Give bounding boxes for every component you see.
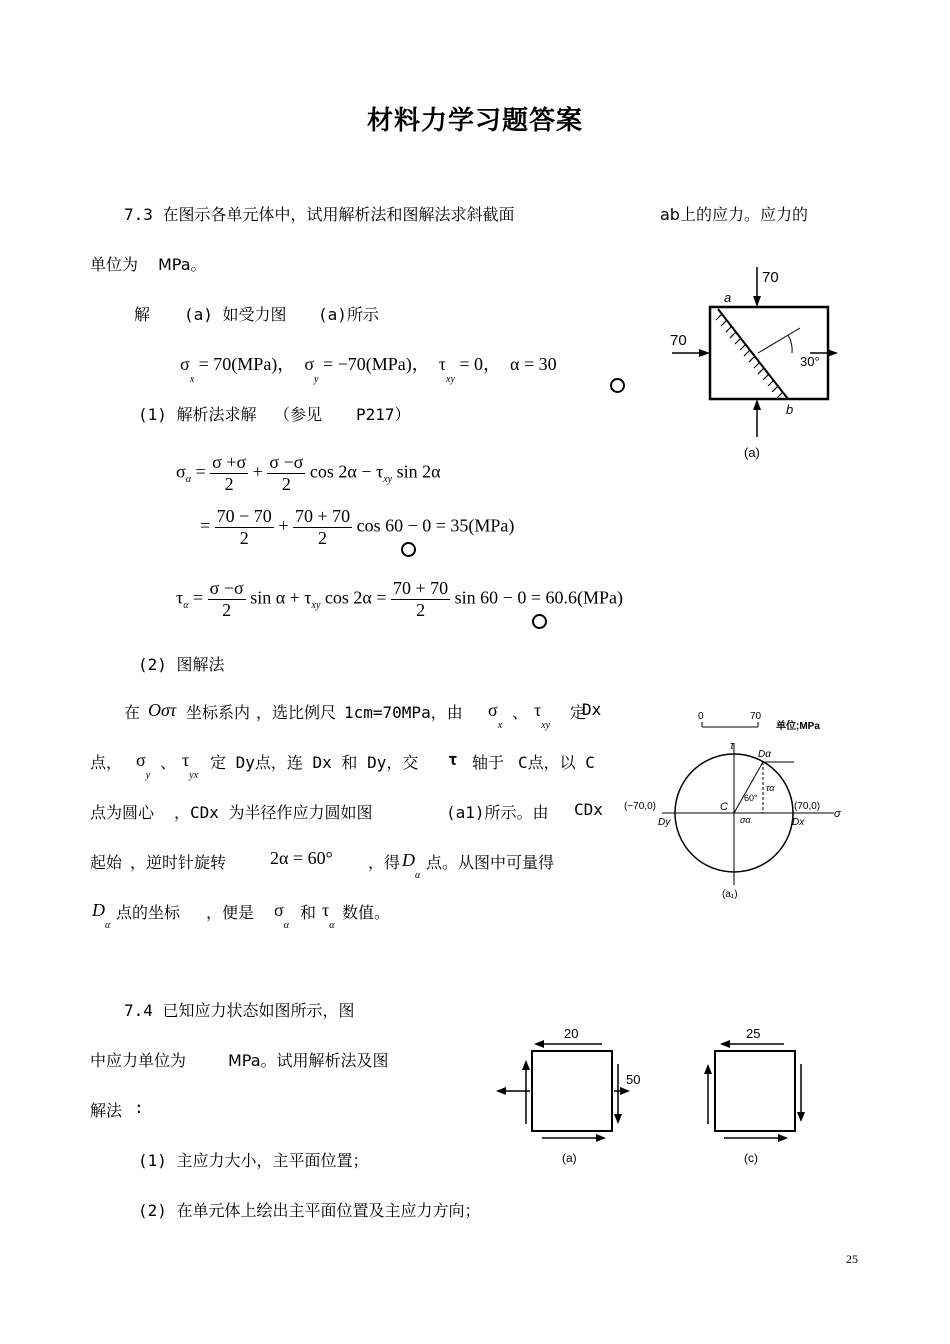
scale-0: 0 xyxy=(698,711,704,722)
figure-7-4 xyxy=(490,1020,820,1170)
tau-axis-label: τ xyxy=(730,740,735,752)
graph-line5-g: 数值。 xyxy=(342,903,391,922)
problem-7-3-line2b: MPa。 xyxy=(158,255,207,274)
graph-line4-b: ，逆时针旋转 xyxy=(130,853,227,872)
left-point-label: (−70,0) xyxy=(624,801,656,812)
problem-7-4-item1: (1) 主应力大小，主平面位置； xyxy=(138,1151,369,1170)
graph-line2-c: 、 xyxy=(160,753,177,772)
unit-label: 单位;MPa xyxy=(776,721,820,732)
label-left-70: 70 xyxy=(670,332,687,349)
problem-7-3-line3c: (a)所示 xyxy=(318,305,379,324)
graph-line3-a: 点为圆心 xyxy=(90,803,155,822)
sigma-alpha-value: = $\frac{70 - 70}{2}$ + $\frac{70 + 70}{2}$ cos 60 − 0 = 35(MPa) xyxy=(200,506,515,548)
graph-line4-d: ，得 xyxy=(368,853,401,872)
step2-label: (2) 图解法 xyxy=(138,655,225,674)
graph-line1-a: 在 xyxy=(124,703,141,722)
graph-line2-a: 点， xyxy=(90,753,123,772)
page-number: 25 xyxy=(846,1252,858,1266)
graph-line1-d: 1cm=70MPa，由 xyxy=(344,703,463,722)
graph-line5-sa: $\sigma_\alpha$ xyxy=(274,900,289,931)
graph-line5-b: 点的坐标 xyxy=(116,903,181,922)
problem-7-3-line2a: 单位为 xyxy=(90,255,139,274)
graph-line2-h: C点，以 C xyxy=(518,753,595,772)
degree-circle-icon xyxy=(610,378,625,393)
graph-line2-sy: $\sigma_y$ xyxy=(136,750,151,781)
graph-line2-e: 定 Dy点，连 Dx 和 Dy，交 xyxy=(210,753,419,772)
point-b-label: b xyxy=(786,402,794,417)
problem-7-3-line1b: ab上的应力。应力的 xyxy=(660,205,808,224)
graph-line1-c: ，选比例尺 xyxy=(256,703,337,722)
page-title: 材料力学习题答案 xyxy=(366,106,583,136)
label-top-70: 70 xyxy=(762,269,779,286)
figure-a-caption: (a) xyxy=(744,445,760,460)
figure-7-3-a xyxy=(660,262,850,462)
problem-7-3-line1a: 7.3 在图示各单元体中，试用解析法和图解法求斜截面 xyxy=(124,205,515,224)
graph-line4-f: 点。从图中可量得 xyxy=(426,853,555,872)
graph-line4-c: 2α = 60° xyxy=(270,848,333,868)
fig-a-top-20: 20 xyxy=(564,1026,579,1041)
graph-line1-txy: $\tau_{xy}$ xyxy=(534,700,551,731)
graph-line1-f: 、 xyxy=(512,703,529,722)
problem-7-4-line3b: : xyxy=(134,1098,144,1117)
problem-7-3-line3b: (a) 如受力图 xyxy=(184,305,287,324)
step1-label-a: (1) 解析法求解 xyxy=(138,405,257,424)
problem-7-4-line1: 7.4 已知应力状态如图所示，图 xyxy=(124,1001,355,1020)
problem-7-4-item2: (2) 在单元体上绘出主平面位置及主应力方向； xyxy=(138,1201,481,1220)
problem-7-4-line2b: MPa。试用解析法及图 xyxy=(228,1051,389,1070)
sigma-alpha-label: σα xyxy=(740,815,751,825)
figure-a1-caption: (a₁) xyxy=(722,889,738,900)
graph-line3-d: CDx xyxy=(574,800,603,819)
degree-circle-icon xyxy=(532,614,547,629)
graph-line5-e: 和 xyxy=(300,903,317,922)
scale-70: 70 xyxy=(750,711,762,722)
graph-line3-c: (a1)所示。由 xyxy=(446,803,549,822)
graph-line1-i: Dx xyxy=(582,700,602,719)
graph-line1-sx: $\sigma_x$ xyxy=(488,700,503,731)
point-a-label: a xyxy=(724,290,732,305)
angle-60-label: 60° xyxy=(744,793,758,803)
problem-7-3-line3a: 解 xyxy=(134,305,151,324)
graph-line2-g: 轴于 xyxy=(472,753,505,772)
fig-a-caption: (a) xyxy=(562,1151,577,1165)
graph-line2-tyx: $\tau_{yx}$ xyxy=(182,750,199,781)
sigma-alpha-formula: $\sigma_\alpha$ = $\frac{\sigma +\sigma}{2}$ + $\frac{\sigma -\sigma}{2}$ $\cos 2\alpha - \tau_{xy}$ sin 2α xyxy=(176,452,441,494)
step1-label-c: P217） xyxy=(356,405,411,424)
center-c-label: C xyxy=(720,801,728,813)
graph-line5-ta: $\tau_\alpha$ xyxy=(322,900,335,931)
problem-7-4-line3: 解法 xyxy=(90,1101,123,1120)
graph-line3-b: ，CDx 为半径作应力圆如图 xyxy=(174,803,373,822)
graph-line5-a: $D_\alpha$ xyxy=(92,900,111,931)
dx-label: Dx xyxy=(792,817,805,828)
given-stress-equation: $\sigma_x = 70(MPa)$， $\sigma_y = -70(MPa)$， $\tau_{xy} = 0$， α = 30 xyxy=(180,354,557,385)
graph-line4-e: $D_\alpha$ xyxy=(402,850,421,881)
angle-label: 30° xyxy=(800,354,820,369)
graph-line4-a: 起始 xyxy=(90,853,123,872)
degree-circle-icon xyxy=(401,542,416,557)
graph-line1-h: 定 xyxy=(570,703,587,722)
step1-label-b: （参见 xyxy=(274,405,323,424)
right-point-label: (70,0) xyxy=(794,801,821,812)
tau-alpha-formula: $\tau_\alpha$ = $\frac{\sigma -\sigma}{2}$ $\sin \alpha + \tau_{xy}$ cos 2α = $\frac{70 + 70}{2}$ sin 60 − 0 = 60.6(MPa) xyxy=(176,578,623,620)
sigma-axis-label: σ xyxy=(834,808,841,820)
tau-alpha-label: τα xyxy=(766,783,775,793)
figure-7-3-a1-mohr-circle xyxy=(622,705,852,905)
problem-7-4-line2a: 中应力单位为 xyxy=(90,1051,187,1070)
fig-c-caption: (c) xyxy=(744,1151,758,1165)
graph-line2-f: τ xyxy=(448,750,458,769)
d-alpha-label: Dα xyxy=(758,749,771,760)
graph-line1-b: 坐标系内 xyxy=(186,703,251,722)
fig-a-right-50: 50 xyxy=(626,1072,641,1087)
dy-label: Dy xyxy=(658,817,671,828)
graph-line1-o: Oστ xyxy=(148,700,177,720)
fig-c-top-25: 25 xyxy=(746,1026,761,1041)
graph-line5-c: ，便是 xyxy=(206,903,255,922)
